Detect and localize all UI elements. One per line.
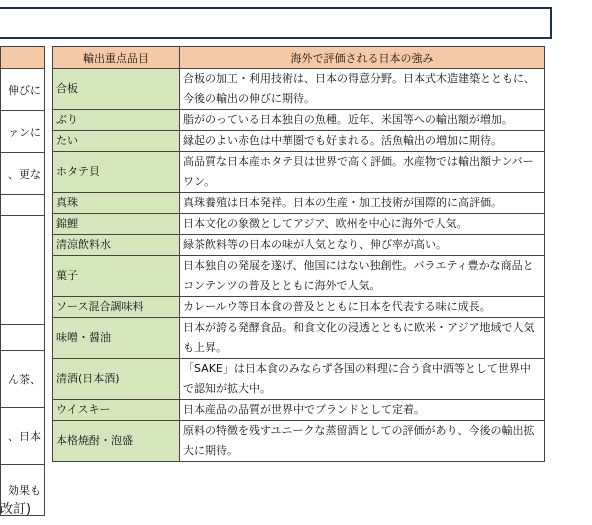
left-table-fragment (0, 46, 45, 516)
strength-cell: 真珠養殖は日本発祥。日本の生産・加工技術が国際的に高評価。 (180, 193, 545, 214)
table-row (53, 110, 545, 131)
left-header-cell (1, 47, 45, 69)
table-row (53, 400, 545, 421)
strength-cell: 縁起のよい赤色は中華圏でも好まれる。活魚輸出の増加に期待。 (180, 131, 545, 152)
table-row (53, 214, 545, 235)
strength-cell: 「SAKE」は日本食のみならず各国の料理に合う食中酒等として世界中で認知が拡大中。 (180, 359, 545, 400)
item-cell: 本格焼酎・泡盛 (53, 421, 180, 462)
item-cell: 錦鯉 (53, 214, 180, 235)
item-cell: ぶり (53, 110, 180, 131)
left-cell: ァンに (1, 111, 45, 153)
table-row (53, 318, 545, 359)
strength-cell: 日本産品の品質が世界中でブランドとして定着。 (180, 400, 545, 421)
export-items-table (52, 46, 545, 462)
table-row (53, 131, 545, 152)
table-row (53, 359, 545, 400)
table-row (53, 69, 545, 110)
left-cell: 伸びに (1, 69, 45, 111)
item-cell: ウイスキー (53, 400, 180, 421)
item-cell: 菓子 (53, 256, 180, 297)
strength-cell: 日本が誇る発酵食品。和食文化の浸透とともに欧米・アジア地域で人気も上昇。 (180, 318, 545, 359)
strength-cell: 脂がのっている日本独自の魚種。近年、米国等への輸出額が増加。 (180, 110, 545, 131)
strength-cell: 合板の加工・利用技術は、日本の得意分野。日本式木造建築とともに、今後の輸出の伸びに期待。 (180, 69, 545, 110)
item-cell: 清涼飲料水 (53, 235, 180, 256)
title-box (0, 7, 552, 39)
left-cell (1, 216, 45, 325)
footnote: 改訂) (0, 502, 32, 517)
left-cell: 、更な (1, 153, 45, 195)
table-row (53, 193, 545, 214)
header-item: 輸出重点品目 (53, 47, 180, 69)
strength-cell: 原料の特徴を残すユニークな蒸留酒としての評価があり、今後の輸出拡大に期待。 (180, 421, 545, 462)
left-table (0, 46, 45, 516)
item-cell: たい (53, 131, 180, 152)
left-cell (1, 195, 45, 216)
left-cell: ん茶、 (1, 351, 45, 408)
item-cell: 合板 (53, 69, 180, 110)
table-header-row (53, 47, 545, 69)
item-cell: ホタテ貝 (53, 152, 180, 193)
item-cell: 清酒(日本酒) (53, 359, 180, 400)
table-row (53, 421, 545, 462)
left-cell: 、日本 (1, 408, 45, 465)
strength-cell: カレールウ等日本食の普及とともに日本を代表する味に成長。 (180, 297, 545, 318)
header-strength: 海外で評価される日本の強み (180, 47, 545, 69)
export-items-table-wrapper (52, 46, 544, 462)
strength-cell: 高品質な日本産ホタテ貝は世界で高く評価。水産物では輸出額ナンバーワン。 (180, 152, 545, 193)
table-row (53, 256, 545, 297)
item-cell: 真珠 (53, 193, 180, 214)
table-row (53, 235, 545, 256)
item-cell: 味噌・醤油 (53, 318, 180, 359)
table-row (53, 152, 545, 193)
left-cell: 効果も (1, 465, 45, 516)
table-row (53, 297, 545, 318)
item-cell: ソース混合調味料 (53, 297, 180, 318)
strength-cell: 日本独自の発展を遂げ、他国にはない独創性。バラエティ豊かな商品とコンテンツの普及とともに海外で人気。 (180, 256, 545, 297)
left-cell (1, 325, 45, 351)
strength-cell: 緑茶飲料等の日本の味が人気となり、伸び率が高い。 (180, 235, 545, 256)
strength-cell: 日本文化の象徴としてアジア、欧州を中心に海外で人気。 (180, 214, 545, 235)
